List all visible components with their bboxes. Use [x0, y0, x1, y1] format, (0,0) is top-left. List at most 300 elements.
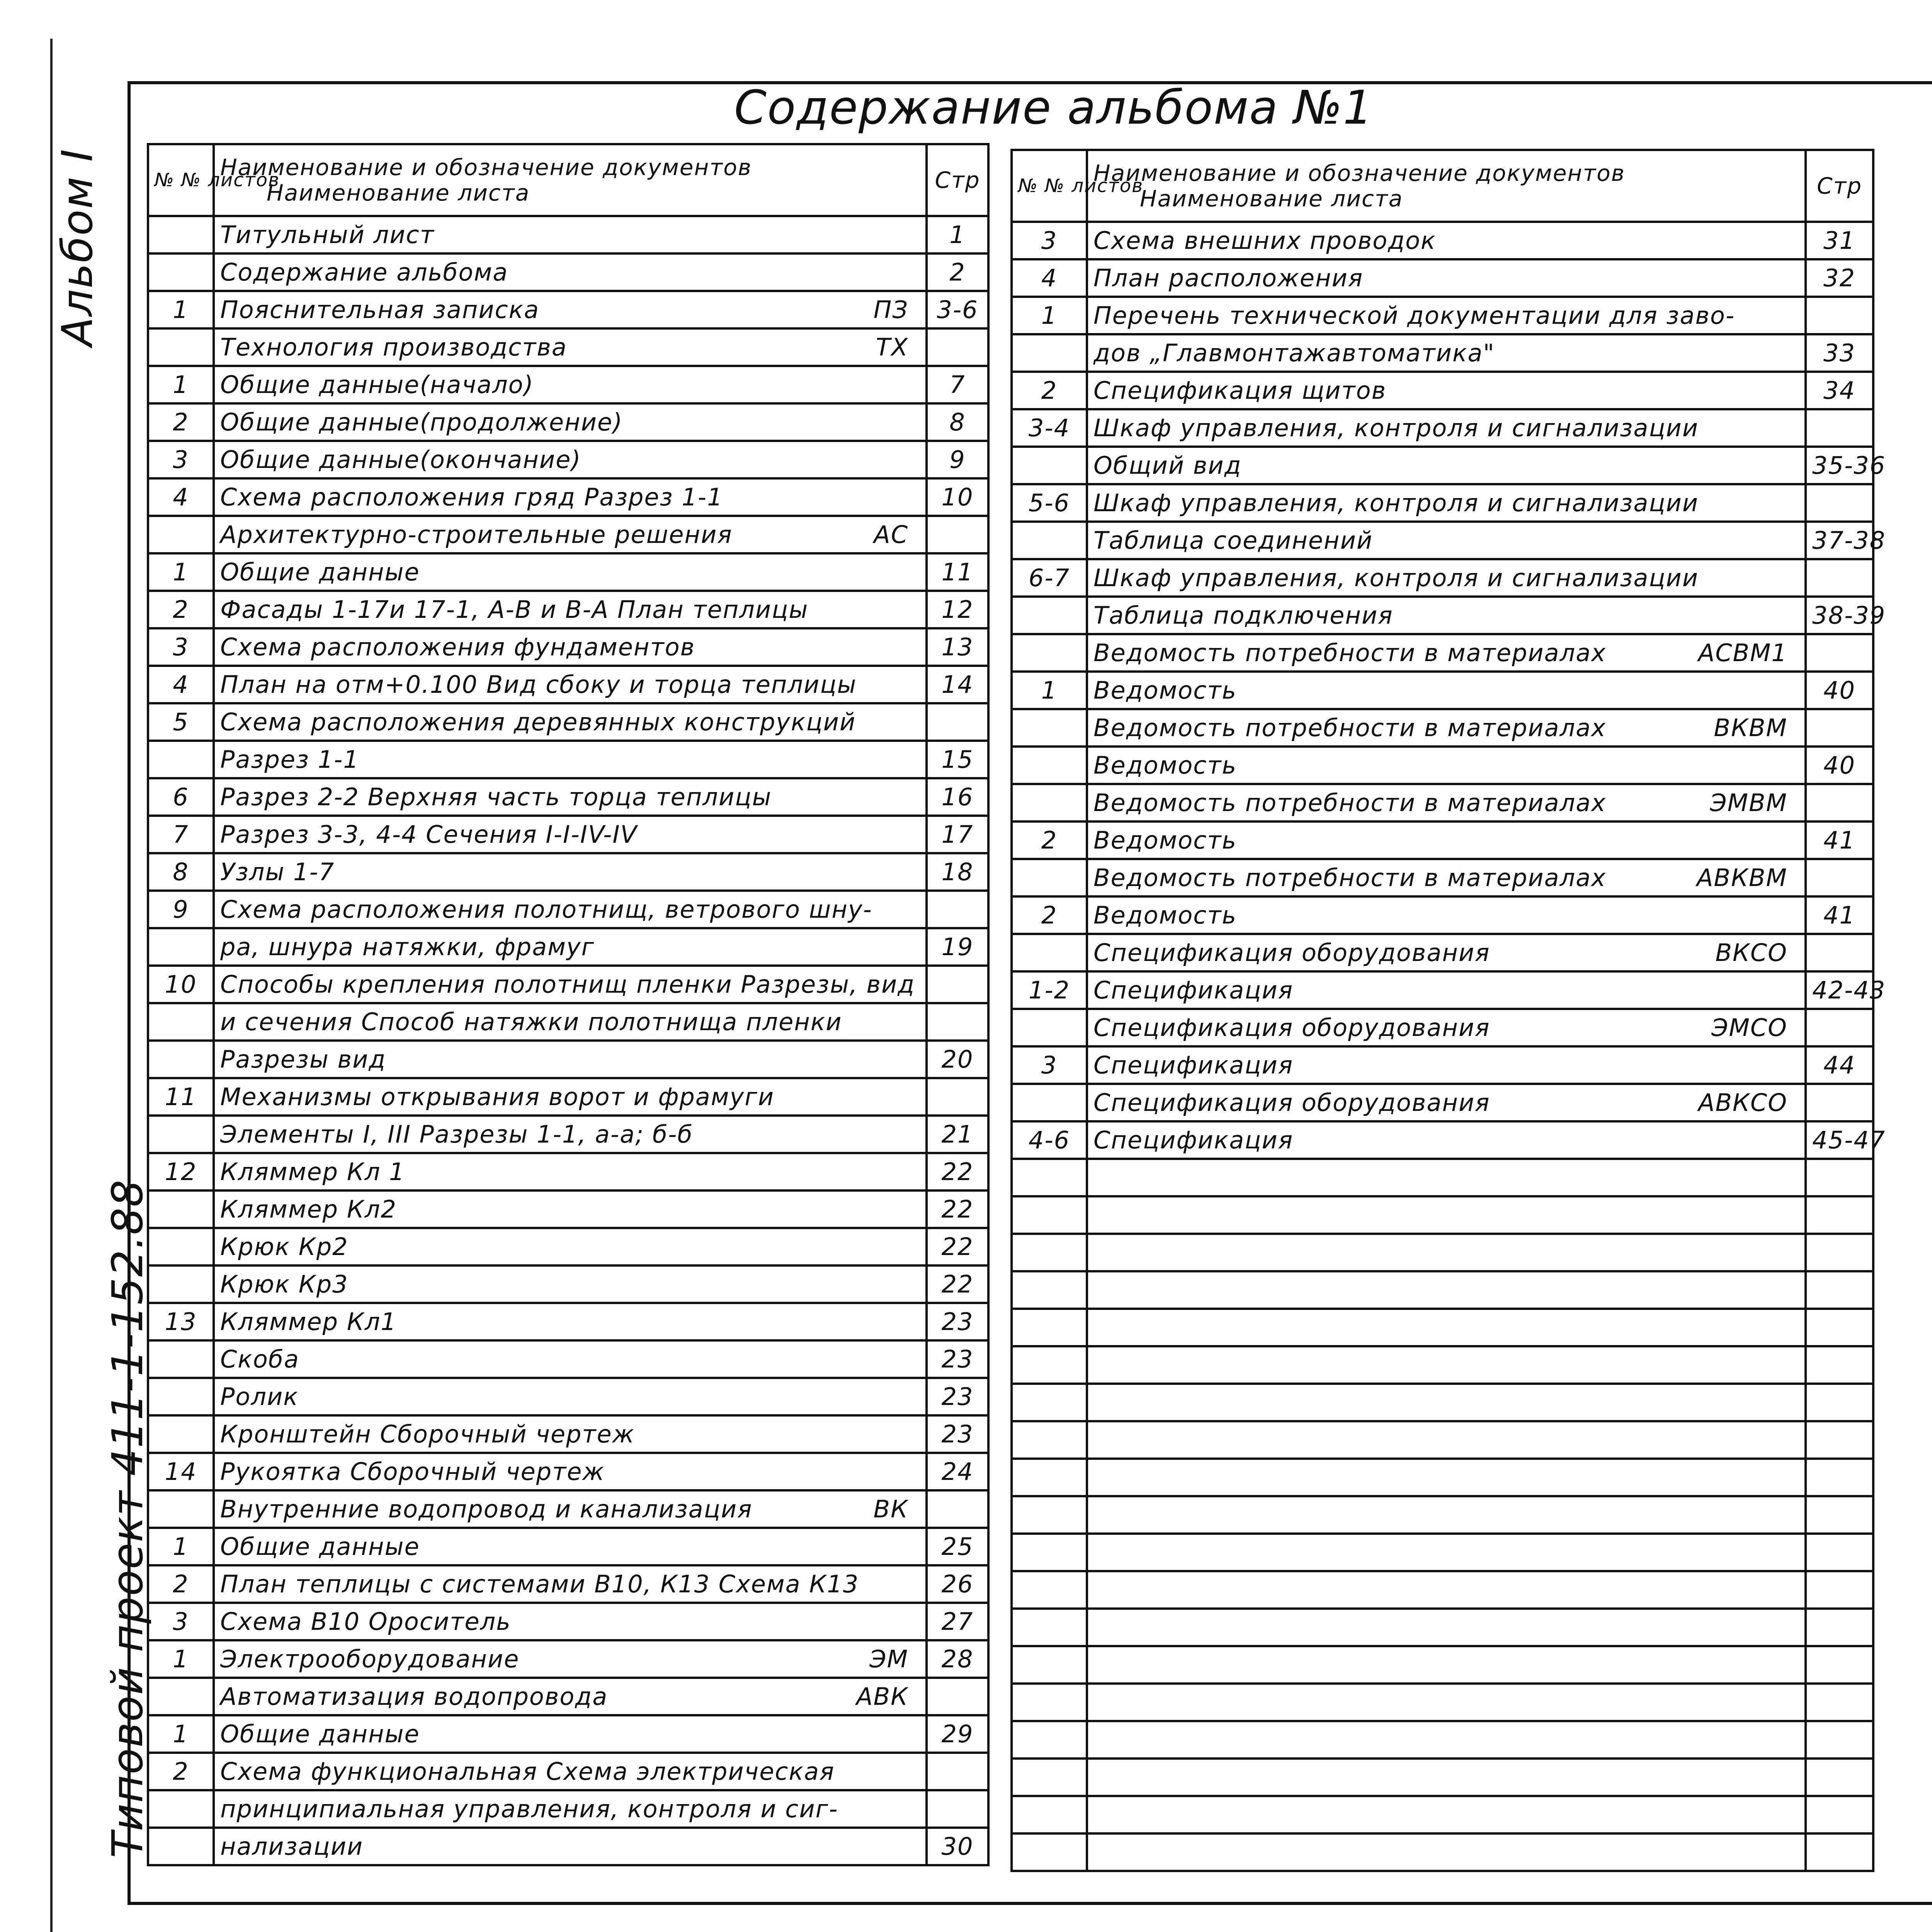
document-name-cell — [214, 291, 927, 328]
table-row — [148, 1078, 988, 1116]
empty-cell — [1012, 1159, 1087, 1196]
document-name: Общие данные — [220, 1720, 420, 1748]
document-name-cell — [214, 1603, 927, 1640]
document-name-cell — [214, 591, 927, 628]
document-name-cell — [214, 816, 927, 853]
page-cell: 20 — [927, 1041, 988, 1078]
sheet-number-cell: 3-4 — [1012, 409, 1087, 447]
page-cell: 13 — [927, 628, 988, 666]
sheet-number-cell: 2 — [1012, 896, 1087, 934]
empty-cell — [1087, 1646, 1806, 1684]
table-row — [1012, 747, 1873, 784]
page-cell — [927, 1678, 988, 1715]
document-name-cell — [1087, 409, 1806, 447]
page-cell: 18 — [927, 853, 988, 891]
document-name: Кронштейн Сборочный чертеж — [220, 1420, 635, 1448]
empty-row — [1012, 1759, 1873, 1796]
page-title: Содержание альбома №1 — [734, 81, 1373, 135]
sheet-number-cell: 4 — [1012, 259, 1087, 297]
empty-cell — [1806, 1796, 1873, 1833]
document-name-cell — [214, 1116, 927, 1153]
empty-cell — [1087, 1796, 1806, 1833]
page-cell: 15 — [927, 741, 988, 778]
table-row — [148, 1041, 988, 1078]
document-name-cell — [214, 1678, 927, 1715]
page-cell — [1806, 1084, 1873, 1121]
sheet-number-cell: 1 — [148, 1640, 214, 1678]
page-cell: 14 — [927, 666, 988, 703]
document-name: Схема расположения деревянных конструкций — [220, 708, 856, 736]
document-name-cell — [214, 628, 927, 666]
document-code: АВКВМ — [1697, 864, 1787, 892]
table-row — [148, 1190, 988, 1228]
page-cell: 41 — [1806, 821, 1873, 859]
document-name-cell — [214, 666, 927, 703]
sheet-number-cell — [148, 1003, 214, 1041]
document-name-cell — [1087, 709, 1806, 747]
document-name: Архитектурно-строительные решения — [220, 520, 733, 549]
page-cell — [927, 891, 988, 928]
empty-row — [1012, 1496, 1873, 1534]
table-row — [148, 1265, 988, 1303]
document-name: Ведомость потребности в материалах — [1094, 714, 1606, 742]
document-name-cell — [214, 1340, 927, 1378]
page-cell: 21 — [927, 1116, 988, 1153]
table-row — [148, 591, 988, 628]
empty-cell — [1012, 1759, 1087, 1796]
empty-cell — [1012, 1534, 1087, 1571]
page-cell — [1806, 859, 1873, 896]
header-document-name — [214, 144, 927, 216]
document-name: Общий вид — [1094, 451, 1242, 480]
document-name: Общие данные — [220, 558, 420, 586]
empty-row — [1012, 1684, 1873, 1721]
document-name: Шкаф управления, контроля и сигнализации — [1094, 564, 1699, 592]
empty-row — [1012, 1309, 1873, 1346]
document-name-cell — [1087, 522, 1806, 559]
empty-cell — [1087, 1496, 1806, 1534]
document-name: Спецификация оборудования — [1094, 1014, 1490, 1042]
document-name: Спецификация оборудования — [1094, 1088, 1490, 1117]
sheet-number-cell: 6-7 — [1012, 559, 1087, 597]
empty-cell — [1806, 1459, 1873, 1496]
document-name-cell — [1087, 447, 1806, 484]
table-row — [148, 1490, 988, 1528]
document-name: Пояснительная записка — [220, 296, 540, 324]
empty-cell — [1087, 1459, 1806, 1496]
document-name: Разрез 3-3, 4-4 Сечения I-I-IV-IV — [220, 820, 638, 849]
document-name: Ведомость потребности в материалах — [1094, 864, 1606, 892]
document-name-cell — [214, 1640, 927, 1678]
document-code: ЭМ — [869, 1645, 908, 1673]
empty-cell — [1087, 1833, 1806, 1871]
document-name-cell — [1087, 784, 1806, 821]
document-name-cell — [214, 1753, 927, 1790]
empty-cell — [1012, 1609, 1087, 1646]
document-name: Кляммер Кл2 — [220, 1195, 397, 1223]
table-row — [148, 1378, 988, 1415]
sheet-number-cell — [1012, 334, 1087, 372]
document-name: Ведомость потребности в материалах — [1094, 639, 1606, 667]
document-name: Шкаф управления, контроля и сигнализации — [1094, 489, 1699, 517]
sheet-number-cell — [148, 1340, 214, 1378]
sheet-number-cell: 2 — [1012, 372, 1087, 409]
sheet-number-cell: 3 — [148, 1603, 214, 1640]
empty-cell — [1012, 1196, 1087, 1234]
table-row — [1012, 1009, 1873, 1046]
table-row — [1012, 859, 1873, 896]
sheet-number-cell: 1-2 — [1012, 971, 1087, 1009]
document-code: ТХ — [876, 333, 908, 361]
empty-cell — [1087, 1571, 1806, 1609]
empty-cell — [1012, 1309, 1087, 1346]
document-name: План на отм+0.100 Вид сбоку и торца теплицы — [220, 670, 857, 699]
page-cell — [927, 966, 988, 1003]
document-name-cell — [1087, 259, 1806, 297]
sheet-number-cell — [1012, 1084, 1087, 1121]
sheet-number-cell — [148, 1790, 214, 1828]
table-row — [148, 1453, 988, 1490]
sheet-number-cell — [1012, 859, 1087, 896]
sheet-number-cell: 3 — [1012, 1046, 1087, 1084]
sheet-number-cell: 5 — [148, 703, 214, 741]
header-name-line2: Наименование листа — [1140, 185, 1403, 212]
header-name-line2: Наименование листа — [267, 180, 530, 206]
sheet-number-cell: 1 — [148, 1715, 214, 1753]
document-code: АВКСО — [1698, 1088, 1787, 1117]
table-row — [148, 253, 988, 291]
empty-cell — [1012, 1496, 1087, 1534]
document-name-cell — [214, 1378, 927, 1415]
document-name: Разрез 1-1 — [220, 745, 359, 774]
document-name-cell — [214, 741, 927, 778]
empty-row — [1012, 1384, 1873, 1421]
empty-cell — [1806, 1309, 1873, 1346]
table-row — [148, 478, 988, 516]
document-name-cell — [214, 441, 927, 478]
page-cell: 22 — [927, 1153, 988, 1190]
document-name-cell — [1087, 672, 1806, 709]
sheet-number-cell: 10 — [148, 966, 214, 1003]
table-header — [1012, 150, 1873, 222]
document-name: Ролик — [220, 1383, 299, 1411]
empty-cell — [1806, 1496, 1873, 1534]
table-row — [148, 741, 988, 778]
document-name-cell — [1087, 372, 1806, 409]
page-cell — [1806, 297, 1873, 334]
page-cell — [1806, 409, 1873, 447]
page-cell: 3-6 — [927, 291, 988, 328]
empty-cell — [1012, 1346, 1087, 1384]
contents-table-right — [1010, 149, 1886, 1872]
document-name-cell — [214, 703, 927, 741]
document-name: Спецификация — [1094, 976, 1294, 1004]
page-cell — [1806, 559, 1873, 597]
empty-row — [1012, 1234, 1873, 1271]
table-row — [148, 1228, 988, 1265]
document-name: Схема внешних проводок — [1094, 226, 1436, 255]
table-row — [1012, 672, 1873, 709]
empty-row — [1012, 1646, 1873, 1684]
sheet-number-cell: 3 — [148, 628, 214, 666]
sheet-number-cell: 2 — [148, 1753, 214, 1790]
empty-cell — [1012, 1684, 1087, 1721]
document-name: Механизмы открывания ворот и фрамуги — [220, 1083, 775, 1111]
document-name-cell — [214, 403, 927, 441]
table-row — [148, 966, 988, 1003]
page-cell — [1806, 484, 1873, 522]
project-label: Типовой проект 411-1-152.88 — [103, 1179, 152, 1858]
document-name: Таблица соединений — [1094, 526, 1373, 554]
page-cell — [927, 703, 988, 741]
page-cell: 30 — [927, 1828, 988, 1865]
empty-cell — [1806, 1346, 1873, 1384]
table-row — [148, 1828, 988, 1865]
page-cell: 23 — [927, 1303, 988, 1340]
document-name: Ведомость — [1094, 751, 1237, 779]
sheet-number-cell: 2 — [1012, 821, 1087, 859]
document-name: Разрезы вид — [220, 1045, 386, 1073]
sheet-number-cell — [1012, 784, 1087, 821]
header-sheet-number: № № листов — [148, 144, 214, 216]
document-name-cell — [214, 253, 927, 291]
page-cell — [927, 1790, 988, 1828]
empty-row — [1012, 1571, 1873, 1609]
page-cell: 9 — [927, 441, 988, 478]
table-row — [148, 778, 988, 816]
document-code: ПЗ — [873, 296, 908, 324]
document-name: Элементы I, III Разрезы 1-1, а-а; б-б — [220, 1120, 693, 1148]
document-name: Спецификация — [1094, 1126, 1294, 1154]
document-name-cell — [214, 1828, 927, 1865]
empty-cell — [1806, 1759, 1873, 1796]
page-cell: 8 — [927, 403, 988, 441]
empty-row — [1012, 1159, 1873, 1196]
page-cell: 42-43 — [1806, 971, 1873, 1009]
empty-cell — [1806, 1271, 1873, 1309]
document-code: ВКСО — [1715, 939, 1787, 967]
empty-cell — [1087, 1196, 1806, 1234]
document-name-cell — [214, 966, 927, 1003]
sheet-number-cell — [148, 1041, 214, 1078]
empty-cell — [1806, 1646, 1873, 1684]
sheet-number-cell — [1012, 522, 1087, 559]
empty-cell — [1087, 1534, 1806, 1571]
empty-cell — [1012, 1234, 1087, 1271]
header-sheet-number: № № листов — [1012, 150, 1087, 222]
page-cell: 22 — [927, 1265, 988, 1303]
document-name: Схема расположения фундаментов — [220, 633, 696, 661]
table-row — [148, 1340, 988, 1378]
document-name-cell — [214, 1490, 927, 1528]
sheet-number-cell: 8 — [148, 853, 214, 891]
document-name: Ведомость — [1094, 901, 1237, 929]
page-cell: 12 — [927, 591, 988, 628]
sheet-number-cell: 1 — [148, 1528, 214, 1565]
empty-cell — [1806, 1721, 1873, 1759]
page-cell: 16 — [927, 778, 988, 816]
page-cell: 10 — [927, 478, 988, 516]
page-cell: 25 — [927, 1528, 988, 1565]
document-name-cell — [1087, 484, 1806, 522]
empty-cell — [1087, 1609, 1806, 1646]
table-row — [148, 328, 988, 366]
table-row — [1012, 484, 1873, 522]
document-name-cell — [214, 1003, 927, 1041]
table-row — [148, 516, 988, 553]
sheet-number-cell: 2 — [148, 591, 214, 628]
sheet-number-cell: 9 — [148, 891, 214, 928]
table-row — [148, 703, 988, 741]
sheet-number-cell: 4 — [148, 478, 214, 516]
page-cell: 45-47 — [1806, 1121, 1873, 1159]
document-name-cell — [1087, 859, 1806, 896]
empty-cell — [1806, 1384, 1873, 1421]
empty-cell — [1012, 1721, 1087, 1759]
empty-cell — [1806, 1196, 1873, 1234]
page-cell — [927, 1003, 988, 1041]
sheet-number-cell — [148, 1828, 214, 1865]
table-row — [1012, 1046, 1873, 1084]
sheet-number-cell — [148, 328, 214, 366]
page-cell — [1806, 1009, 1873, 1046]
document-name-cell — [214, 928, 927, 966]
empty-cell — [1087, 1421, 1806, 1459]
document-name: Внутренние водопровод и канализация — [220, 1495, 753, 1523]
table-row — [148, 553, 988, 591]
table-row — [1012, 821, 1873, 859]
table-row — [1012, 597, 1873, 634]
document-name: Титульный лист — [220, 221, 435, 249]
sheet-number-cell: 12 — [148, 1153, 214, 1190]
document-name-cell — [214, 1153, 927, 1190]
sheet-number-cell: 1 — [1012, 297, 1087, 334]
sheet-number-cell: 1 — [148, 553, 214, 591]
sheet-number-cell: 13 — [148, 1303, 214, 1340]
document-name-cell — [1087, 597, 1806, 634]
sheet-number-cell: 2 — [148, 1565, 214, 1603]
sheet-number-cell — [148, 1116, 214, 1153]
document-name-cell — [214, 1265, 927, 1303]
document-name-cell — [1087, 821, 1806, 859]
sheet-number-cell — [148, 741, 214, 778]
table-row — [148, 441, 988, 478]
sheet-number-cell: 1 — [1012, 672, 1087, 709]
page-cell: 24 — [927, 1453, 988, 1490]
document-name-cell — [1087, 334, 1806, 372]
table-row — [148, 1153, 988, 1190]
header-page: Стр — [927, 144, 988, 216]
document-name: Таблица подключения — [1094, 601, 1393, 629]
table-row — [148, 1003, 988, 1041]
table-row — [1012, 372, 1873, 409]
empty-row — [1012, 1609, 1873, 1646]
page-cell — [927, 328, 988, 366]
document-name: Спецификация оборудования — [1094, 939, 1490, 967]
table-row — [148, 1528, 988, 1565]
table-row — [1012, 1121, 1873, 1159]
sheet-number-cell — [148, 1678, 214, 1715]
table-row — [148, 366, 988, 403]
empty-cell — [1087, 1346, 1806, 1384]
table-row — [148, 1640, 988, 1678]
document-name: Содержание альбома — [220, 258, 509, 286]
album-label: Альбом I — [53, 148, 102, 346]
page-cell: 29 — [927, 1715, 988, 1753]
document-name-cell — [214, 216, 927, 253]
empty-cell — [1087, 1271, 1806, 1309]
document-name-cell — [214, 516, 927, 553]
sheet-number-cell — [148, 216, 214, 253]
empty-row — [1012, 1796, 1873, 1833]
page-cell — [927, 1078, 988, 1116]
document-name: Кляммер Кл 1 — [220, 1158, 405, 1186]
empty-cell — [1012, 1384, 1087, 1421]
table-row — [148, 853, 988, 891]
table-row — [148, 891, 988, 928]
sheet-number-cell — [1012, 934, 1087, 971]
document-name: Крюк Кр2 — [220, 1233, 349, 1261]
table-row — [148, 291, 988, 328]
empty-row — [1012, 1459, 1873, 1496]
empty-row — [1012, 1271, 1873, 1309]
document-code: АСВМ1 — [1698, 639, 1787, 667]
empty-cell — [1012, 1421, 1087, 1459]
empty-cell — [1012, 1833, 1087, 1871]
document-name-cell — [1087, 634, 1806, 672]
contents-table-left — [147, 143, 990, 1866]
table-row — [148, 666, 988, 703]
empty-cell — [1806, 1159, 1873, 1196]
empty-cell — [1087, 1234, 1806, 1271]
document-name-cell — [1087, 1046, 1806, 1084]
page-cell: 28 — [927, 1640, 988, 1678]
document-name-cell — [1087, 747, 1806, 784]
document-code: ЭМСО — [1711, 1014, 1787, 1042]
document-name-cell — [1087, 559, 1806, 597]
document-name: Общие данные(продолжение) — [220, 408, 623, 436]
table-row — [148, 1303, 988, 1340]
page-cell: 34 — [1806, 372, 1873, 409]
sheet-number-cell — [1012, 747, 1087, 784]
empty-cell — [1806, 1534, 1873, 1571]
empty-row — [1012, 1196, 1873, 1234]
page-cell — [1806, 709, 1873, 747]
empty-cell — [1087, 1159, 1806, 1196]
document-name-cell — [214, 891, 927, 928]
sheet-number-cell: 14 — [148, 1453, 214, 1490]
document-name: Кляммер Кл1 — [220, 1308, 397, 1336]
table-row — [148, 1565, 988, 1603]
page-cell: 22 — [927, 1228, 988, 1265]
sheet-number-cell: 4 — [148, 666, 214, 703]
document-name-cell — [214, 1228, 927, 1265]
document-name: дов „Главмонтажавтоматика" — [1094, 339, 1495, 367]
page-cell — [1806, 634, 1873, 672]
document-name: Разрез 2-2 Верхняя часть торца теплицы — [220, 783, 772, 811]
page-cell: 2 — [927, 253, 988, 291]
table-row — [1012, 634, 1873, 672]
document-name: Перечень технической документации для заво- — [1094, 301, 1735, 330]
sheet-number-cell — [148, 516, 214, 553]
sheet-number-cell: 5-6 — [1012, 484, 1087, 522]
table-row — [1012, 709, 1873, 747]
document-name: Общие данные(окончание) — [220, 446, 582, 474]
header-document-name — [1087, 150, 1806, 222]
document-name: Рукоятка Сборочный чертеж — [220, 1458, 605, 1486]
page-cell: 17 — [927, 816, 988, 853]
page-cell — [927, 1753, 988, 1790]
